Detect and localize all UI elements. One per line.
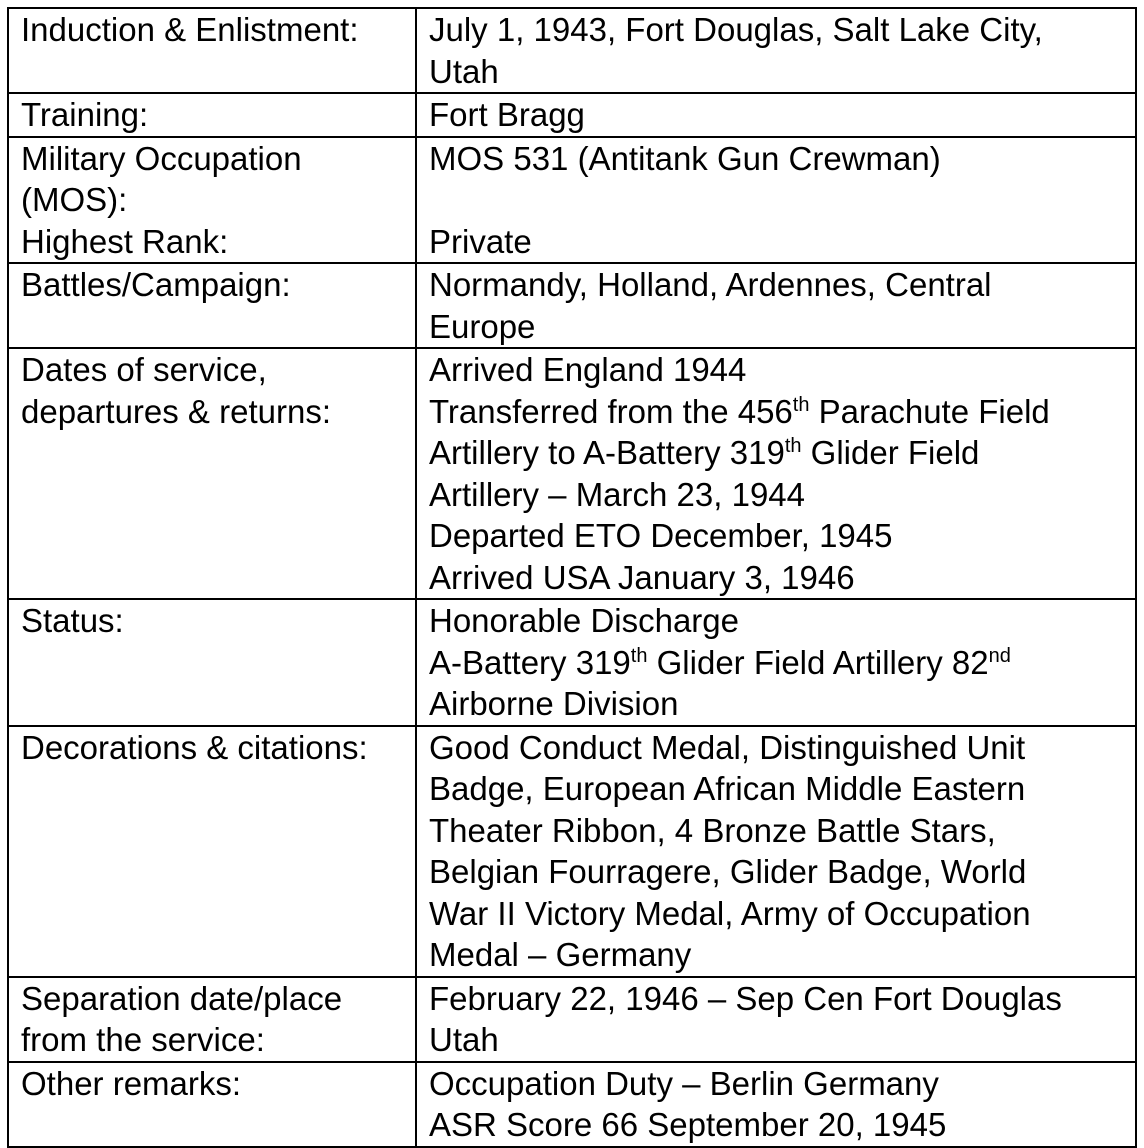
value-text: Europe (429, 307, 536, 345)
field-label (8, 137, 416, 264)
field-value (416, 1062, 1136, 1147)
value-text: Honorable Discharge (429, 602, 740, 639)
value-text: Glider Field (801, 434, 980, 471)
field-label (8, 1062, 416, 1147)
value-text: Good Conduct Medal, Distinguished Unit (429, 728, 1026, 766)
field-value-line (429, 642, 1125, 684)
field-value-line (429, 349, 1125, 391)
field-value-line (429, 94, 1125, 136)
field-value-line (429, 51, 1125, 93)
record-row (8, 8, 1136, 93)
field-label-line: Status: (21, 602, 124, 639)
value-text: Arrived England 1944 (429, 351, 747, 388)
value-text: Transferred from the 456 (429, 392, 793, 430)
field-value-line (429, 515, 1125, 557)
field-value-line (429, 9, 1125, 51)
field-value-line (429, 391, 1125, 433)
value-text: July 1, 1943, Fort Douglas, Salt Lake City, (429, 11, 1043, 48)
value-text: War II Victory Medal, Army of Occupation (429, 894, 1031, 932)
value-text: Fort Bragg (429, 96, 585, 133)
field-value (416, 348, 1136, 599)
field-label-line: (MOS): (21, 181, 128, 218)
field-value (416, 263, 1136, 348)
field-label-line: Decorations & citations: (21, 728, 368, 766)
field-value-line (429, 727, 1125, 769)
value-text: Utah (429, 52, 499, 90)
value-text: Arrived USA January 3, 1946 (429, 558, 855, 596)
record-row (8, 348, 1136, 599)
value-text: A-Battery 319 (429, 643, 631, 681)
field-label (8, 8, 416, 93)
field-value-line (429, 1063, 1125, 1105)
record-row (8, 726, 1136, 977)
field-value-line (429, 138, 1125, 180)
field-value-line (429, 683, 1125, 725)
field-label-line: Dates of service, (21, 351, 267, 388)
field-value-line (429, 978, 1125, 1020)
field-value-line (429, 221, 1125, 263)
value-text: Artillery – March 23, 1944 (429, 475, 806, 513)
value-text: Medal – Germany (429, 936, 692, 973)
field-value (416, 977, 1136, 1062)
value-text: Private (429, 222, 532, 260)
field-value-line (429, 557, 1125, 599)
record-row (8, 1062, 1136, 1147)
field-value-line (429, 474, 1125, 516)
field-label (8, 599, 416, 726)
field-label-line: Highest Rank: (21, 222, 229, 260)
field-label-line: Induction & Enlistment: (21, 11, 359, 48)
service-record-body (8, 8, 1136, 1147)
value-text: Occupation Duty – Berlin Germany (429, 1064, 939, 1102)
ordinal-suffix: th (784, 435, 802, 457)
value-text: Glider Field Artillery 82 (647, 643, 989, 681)
field-label (8, 263, 416, 348)
field-label-line: from the service: (21, 1021, 265, 1058)
service-record-table (7, 7, 1137, 1148)
field-value (416, 726, 1136, 977)
field-label (8, 726, 416, 977)
field-value-line (429, 1019, 1125, 1061)
field-label-line: Training: (21, 96, 149, 133)
record-row (8, 137, 1136, 264)
record-row (8, 599, 1136, 726)
field-value-line (429, 768, 1125, 810)
field-label-line: Battles/Campaign: (21, 266, 291, 303)
field-value-line (429, 893, 1125, 935)
record-row (8, 977, 1136, 1062)
ordinal-suffix: th (792, 393, 810, 416)
field-value-line (429, 179, 1125, 221)
field-value (416, 93, 1136, 137)
field-value-line (429, 851, 1125, 893)
value-text: Airborne Division (429, 685, 679, 722)
field-label-line: Separation date/place (21, 979, 343, 1017)
value-text: Badge, European African Middle Eastern (429, 770, 1026, 807)
field-value-line (429, 306, 1125, 348)
field-label-line: departures & returns: (21, 392, 331, 430)
value-text: Artillery to A-Battery 319 (429, 434, 785, 471)
field-label (8, 977, 416, 1062)
field-value-line (429, 1104, 1125, 1146)
value-text: Belgian Fourragere, Glider Badge, World (429, 853, 1027, 890)
value-text: Utah (429, 1021, 499, 1058)
ordinal-suffix: nd (988, 644, 1011, 667)
record-row (8, 263, 1136, 348)
field-value-line (429, 600, 1125, 642)
record-row (8, 93, 1136, 137)
field-label (8, 348, 416, 599)
value-text: ASR Score 66 September 20, 1945 (429, 1106, 947, 1143)
field-value-line (429, 264, 1125, 306)
field-value (416, 8, 1136, 93)
field-value-line (429, 934, 1125, 976)
field-value (416, 137, 1136, 264)
field-label (8, 93, 416, 137)
value-text: MOS 531 (Antitank Gun Crewman) (429, 139, 941, 177)
value-text: Normandy, Holland, Ardennes, Central (429, 266, 992, 303)
ordinal-suffix: th (630, 644, 648, 667)
value-text: Theater Ribbon, 4 Bronze Battle Stars, (429, 811, 996, 849)
field-value (416, 599, 1136, 726)
value-text: February 22, 1946 – Sep Cen Fort Douglas (429, 979, 1062, 1017)
value-text: Departed ETO December, 1945 (429, 517, 893, 554)
value-text: Parachute Field (809, 392, 1050, 430)
field-label-line: Other remarks: (21, 1064, 242, 1102)
field-value-line (429, 810, 1125, 852)
field-value-line (429, 432, 1125, 474)
field-label-line: Military Occupation (21, 139, 302, 177)
